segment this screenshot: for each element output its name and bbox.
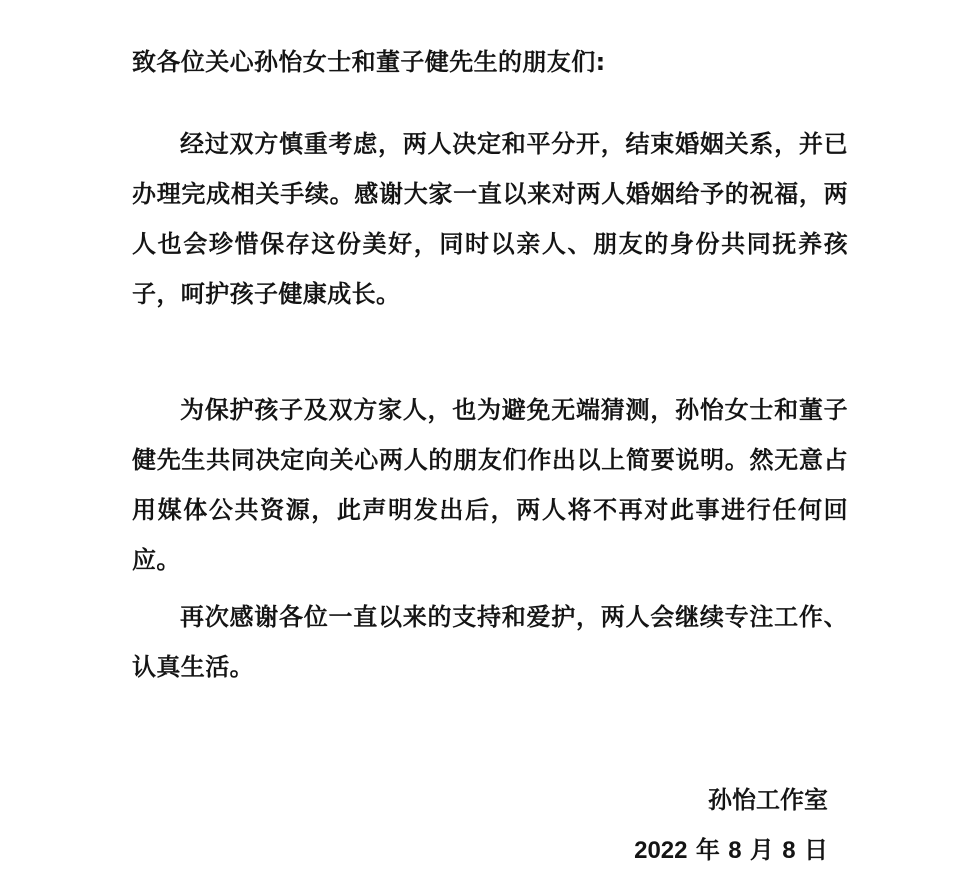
date-month: 8 xyxy=(728,837,742,864)
salutation: 致各位关心孙怡女士和董子健先生的朋友们: xyxy=(132,48,606,76)
date-year: 2022 xyxy=(634,837,688,864)
date-day-unit: 日 xyxy=(795,836,828,864)
date-year-unit: 年 xyxy=(687,836,729,864)
date-month-unit: 月 xyxy=(741,836,783,864)
paragraph-thanks: 再次感谢各位一直以来的支持和爱护，两人会继续专注工作、认真生活。 xyxy=(132,603,848,681)
statement-date xyxy=(634,832,828,869)
signature: 孙怡工作室 xyxy=(708,786,828,814)
paragraph-divorce-announcement: 经过双方慎重考虑，两人决定和平分开，结束婚姻关系，并已办理完成相关手续。感谢大家一直以来对两人婚姻给予的祝福，两人也会珍惜保存这份美好，同时以亲人、朋友的身份共同抚养孩子，呵护孩子健康成长。 xyxy=(132,130,848,308)
paragraph-privacy-request: 为保护孩子及双方家人，也为避免无端猜测，孙怡女士和董子健先生共同决定向关心两人的朋友们作出以上简要说明。然无意占用媒体公共资源，此声明发出后，两人将不再对此事进行任何回应。 xyxy=(132,396,848,574)
date-day: 8 xyxy=(782,837,796,864)
